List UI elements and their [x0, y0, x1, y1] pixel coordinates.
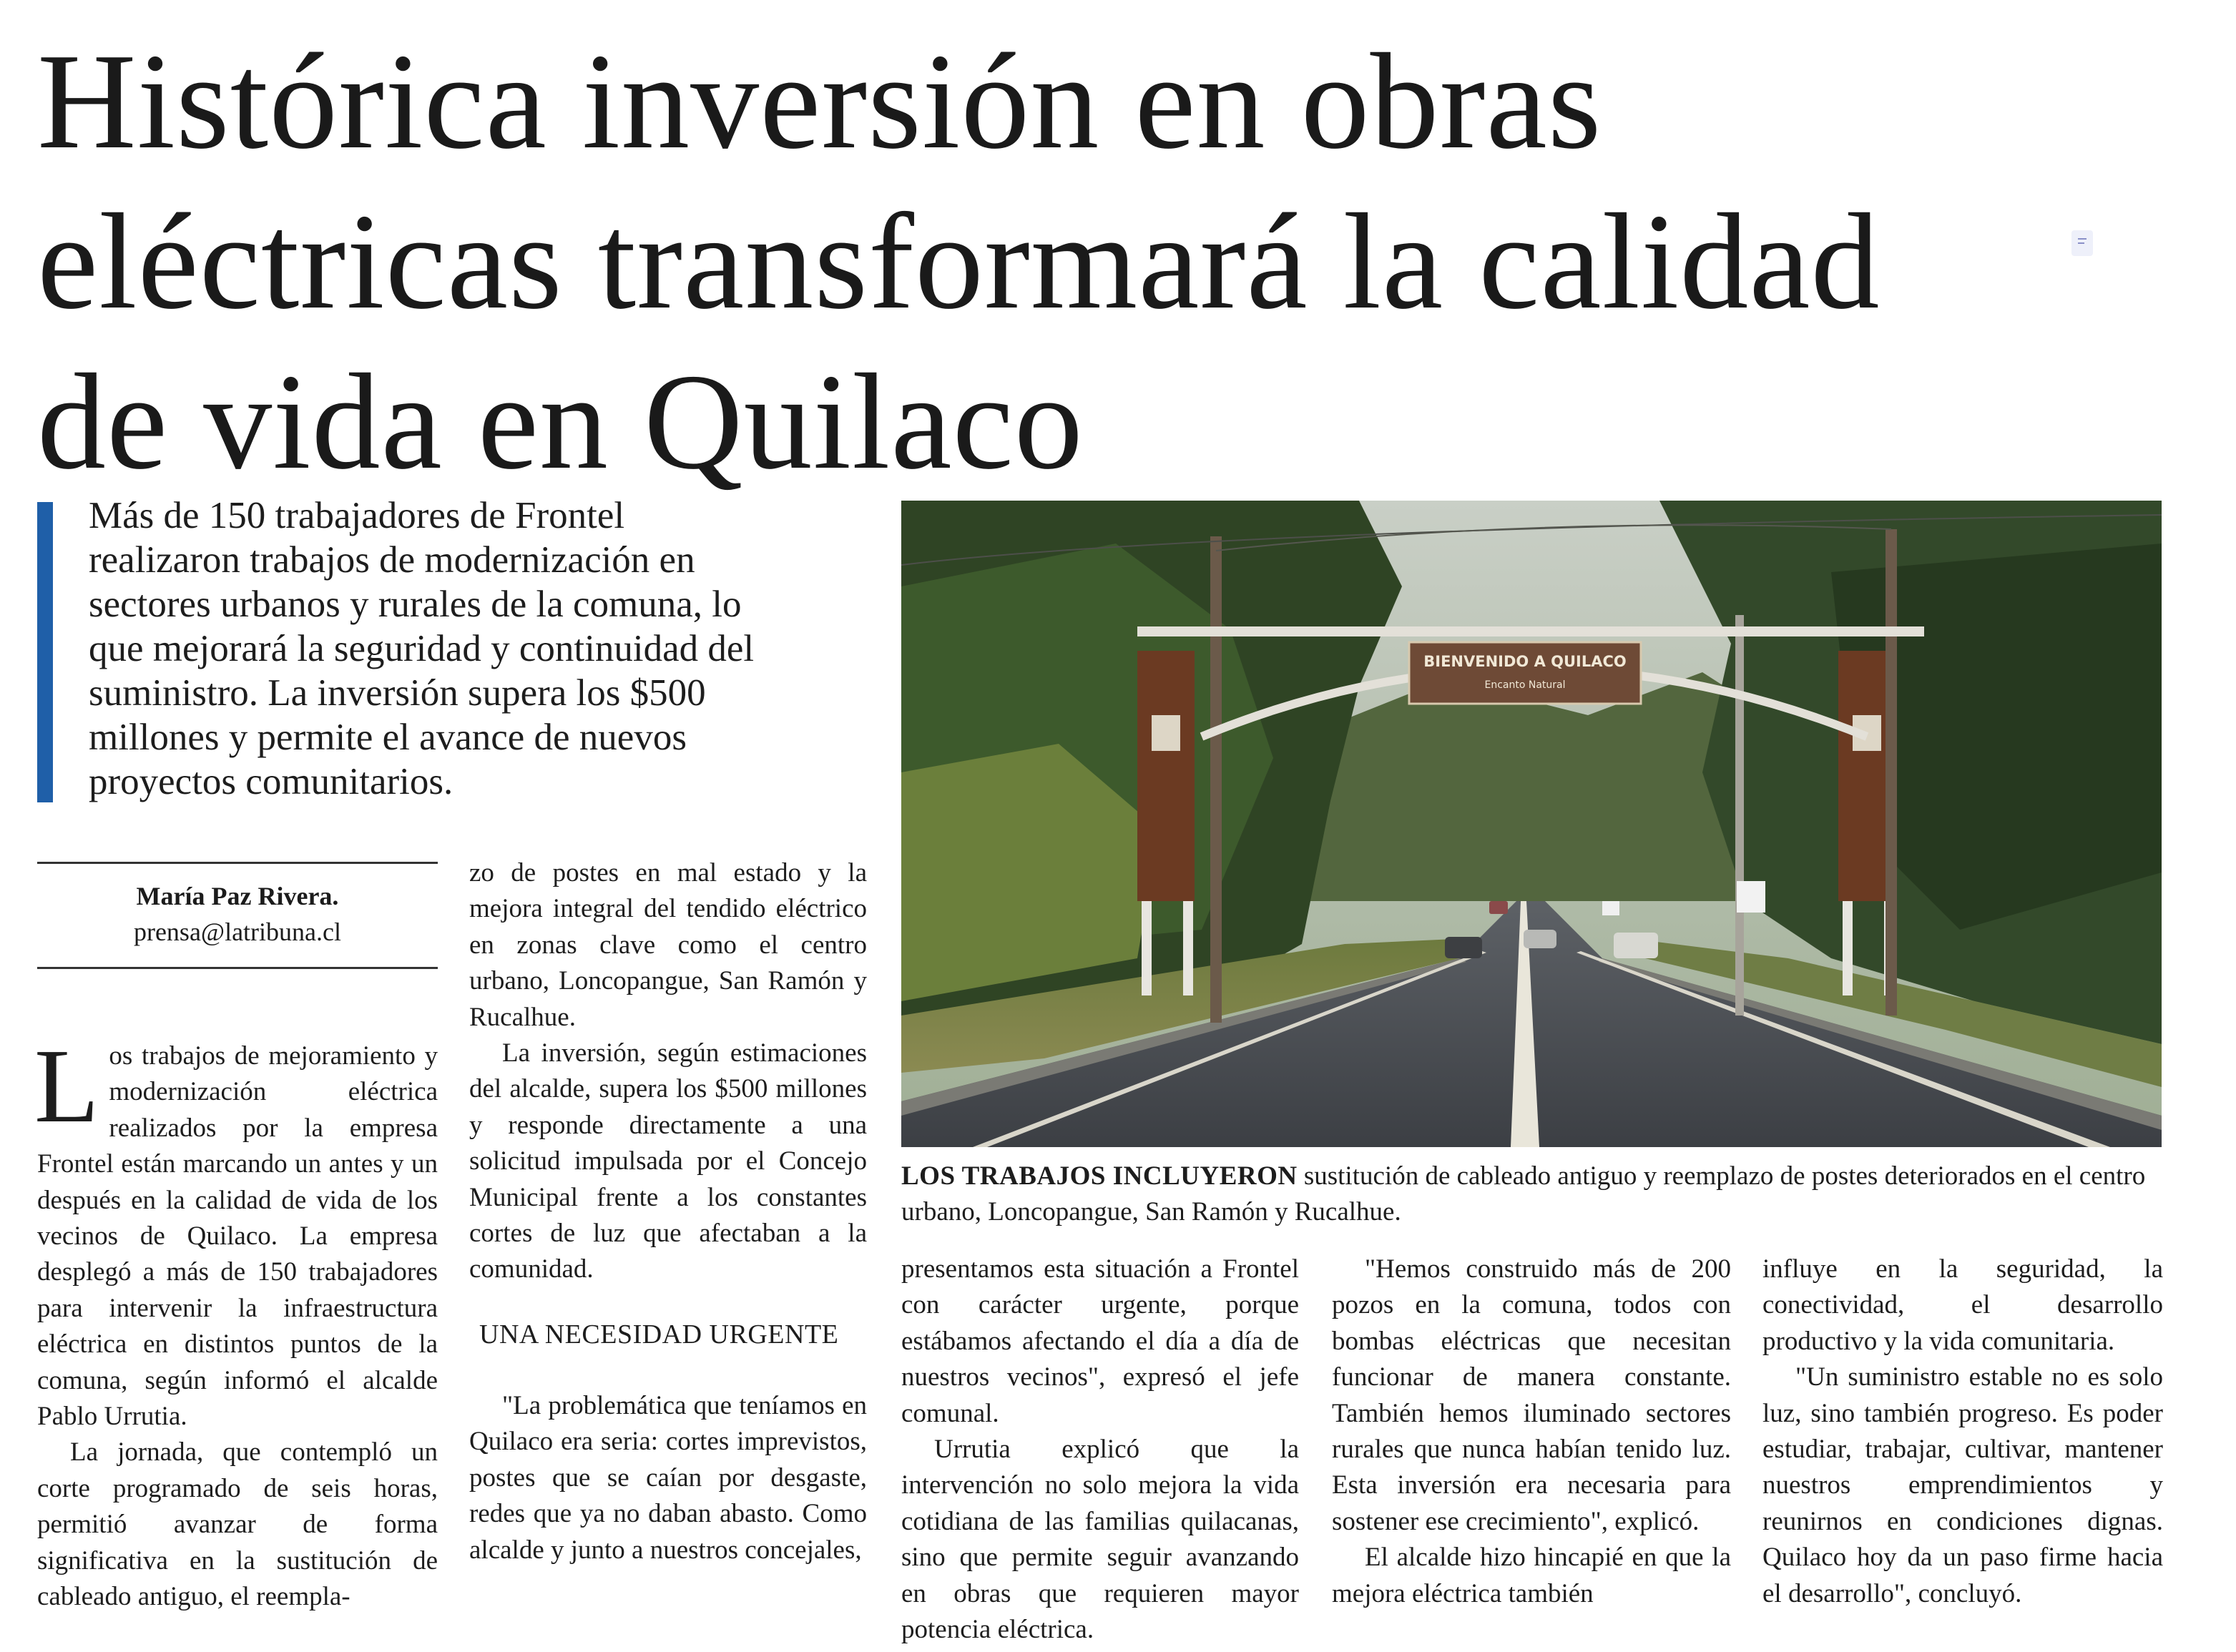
- body-paragraph: El alcalde hizo hincapié en que la mejora eléctrica también: [1332, 1543, 1731, 1608]
- caption-text: sustitución de cableado antiguo y reemplazo de postes deteriorados en el centro urbano, Loncopangue, San Ramón y Rucalhue.: [901, 1161, 2146, 1227]
- author-name: María Paz Rivera.: [136, 882, 339, 910]
- author-email[interactable]: prensa@latribuna.cl: [133, 918, 342, 946]
- body-paragraph: presentamos esta situación a Frontel con carácter urgente, porque estábamos afectando el día a día de nuestros vecinos", expresó el jefe comunal.: [901, 1254, 1299, 1428]
- sign-title: BIENVENIDO A QUILACO: [1423, 653, 1627, 670]
- headline-line: de vida en Quilaco: [37, 345, 1084, 498]
- note-icon[interactable]: [2071, 230, 2093, 256]
- caption-lead: LOS TRABAJOS INCLUYERON: [901, 1161, 1298, 1191]
- byline-top-rule: [37, 862, 438, 864]
- drop-cap: L: [34, 1028, 99, 1145]
- body-text: os trabajos de mejoramiento y modernización eléctrica realizados por la empresa Frontel están marcando un antes y un después en la calidad de vida de los vecinos de Quilaco. La empresa desplegó a más de 150 trabajadores para intervenir la infraestructura eléctrica en distintos puntos de la comuna, según informó el alcalde Pablo Urrutia.: [37, 1041, 438, 1432]
- lead-line: suministro. La inversión supera los $500: [89, 672, 706, 714]
- body-column-5: [1762, 1252, 2163, 1612]
- road-entrance-photo: [901, 501, 2162, 1147]
- subheading: UNA NECESIDAD URGENTE: [479, 1319, 839, 1349]
- body-paragraph: La inversión, según estimaciones del alcalde, supera los $500 millones y responde directamente a una solicitud impulsada por el Concejo Municipal frente a los constantes cortes de luz que afectaban a la comunidad.: [469, 1038, 867, 1284]
- headline-line: Histórica inversión en obras: [37, 25, 1602, 177]
- byline: [37, 878, 438, 950]
- body-paragraph: influye en la seguridad, la conectividad, el desarrollo productivo y la vida comunitaria.: [1762, 1254, 2163, 1356]
- article-photo: [901, 501, 2162, 1147]
- lead-line: sectores urbanos y rurales de la comuna, lo: [89, 584, 742, 625]
- headline: [37, 21, 2112, 502]
- lead-accent-bar: [37, 502, 53, 802]
- lead-line: proyectos comunitarios.: [89, 761, 453, 802]
- body-column-2: [469, 855, 867, 1568]
- body-paragraph: Urrutia explicó que la intervención no solo mejora la vida cotidiana de las familias quilacanas, sino que permite seguir avanzando en obras que requieren mayor potencia eléctrica.: [901, 1435, 1299, 1645]
- body-column-1: [34, 1028, 438, 1616]
- body-paragraph: "La problemática que teníamos en Quilaco era seria: cortes imprevistos, postes que se caían por desgaste, redes que ya no daban abasto. Como alcalde y junto a nuestros concejales,: [469, 1390, 867, 1565]
- body-paragraph: "Un suministro estable no es solo luz, sino también progreso. Es poder estudiar, trabajar, cultivar, mantener nuestros emprendimientos y reunirnos en condiciones dignas. Quilaco hoy da un paso firme hacia el desarrollo", concluyó.: [1762, 1362, 2163, 1608]
- photo-caption: [901, 1159, 2162, 1231]
- lead-line: que mejorará la seguridad y continuidad del: [89, 628, 755, 669]
- lead-paragraph: [89, 493, 890, 804]
- body-column-3: [901, 1252, 1299, 1648]
- body-paragraph: "Hemos construido más de 200 pozos en la comuna, todos con bombas eléctricas que necesitan funcionar de manera constante. También hemos iluminado sectores rurales que nunca habían tenido luz. Esta inversión era necesaria para sostener ese crecimiento", explicó.: [1332, 1254, 1731, 1536]
- body-column-4: [1332, 1252, 1731, 1612]
- byline-bottom-rule: [37, 967, 438, 969]
- body-paragraph: [34, 1028, 438, 1435]
- headline-line: eléctricas transformará la calidad: [37, 185, 1881, 338]
- lead-line: millones y permite el avance de nuevos: [89, 717, 687, 758]
- body-paragraph: La jornada, que contempló un corte programado de seis horas, permitió avanzar de forma significativa en la sustitución de cableado antiguo, el reempla-: [37, 1437, 438, 1612]
- lead-line: Más de 150 trabajadores de Frontel: [89, 495, 625, 536]
- sign-subtitle: Encanto Natural: [1484, 679, 1566, 691]
- body-paragraph: zo de postes en mal estado y la mejora integral del tendido eléctrico en zonas clave como el centro urbano, Loncopangue, San Ramón y Rucalhue.: [469, 858, 867, 1032]
- lead-line: realizaron trabajos de modernización en: [89, 539, 695, 581]
